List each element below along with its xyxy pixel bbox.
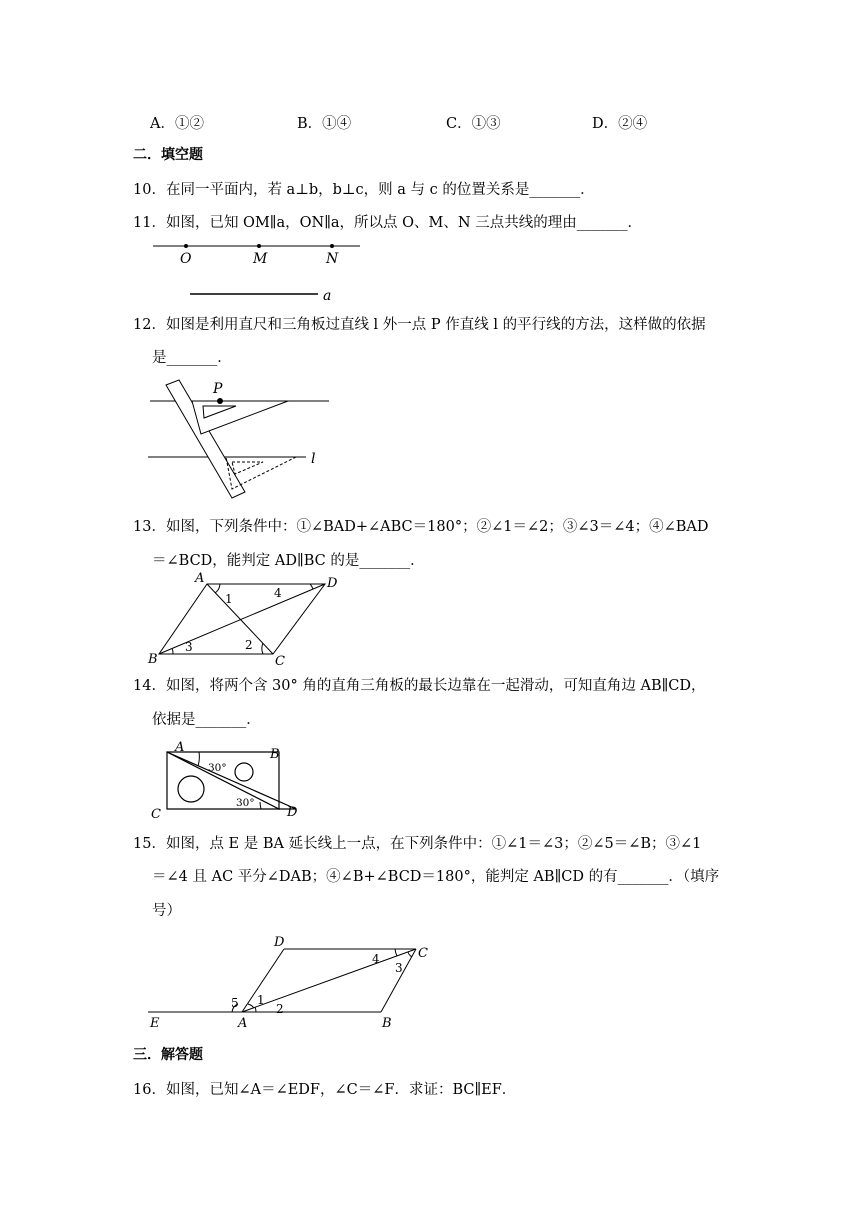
question-11: 11．如图，已知 OM∥a，ON∥a，所以点 O、M、N 三点共线的理由_______． — [133, 215, 642, 231]
angle-1-label: 1 — [225, 592, 233, 606]
angle-2-label: 2 — [276, 1002, 284, 1016]
question-13-line1: 13．如图，下列条件中：①∠BAD+∠ABC＝180°；②∠1＝∠2；③∠3＝∠4；④∠BAD — [133, 519, 709, 535]
option-c[interactable]: C．①③ — [446, 116, 501, 132]
option-b[interactable]: B．①④ — [297, 116, 352, 132]
angle-3-label: 3 — [185, 640, 193, 654]
label-d: D — [327, 576, 338, 591]
label-p: P — [213, 381, 223, 397]
figure-15 — [146, 932, 446, 1032]
figure-11 — [150, 238, 370, 308]
label-a: A — [175, 740, 185, 755]
angle-5-label: 5 — [231, 996, 239, 1010]
section-fill-blank-heading: 二．填空题 — [133, 147, 203, 163]
label-n: N — [326, 251, 339, 267]
angle-30-bottom: 30° — [236, 797, 255, 809]
option-a[interactable]: A．①② — [150, 116, 204, 132]
label-a: A — [238, 1016, 248, 1031]
section-answer-heading: 三．解答题 — [133, 1047, 203, 1063]
angle-4-label: 4 — [274, 586, 282, 600]
point-n — [330, 244, 334, 248]
label-l: l — [311, 451, 316, 467]
point-m — [257, 244, 261, 248]
question-15-line1: 15．如图，点 E 是 BA 延长线上一点，在下列条件中：①∠1＝∠3；②∠5＝∠B；③∠1 — [133, 836, 702, 852]
label-e: E — [150, 1016, 160, 1031]
point-o — [184, 244, 188, 248]
question-15-line2: ＝∠4 且 AC 平分∠DAB；④∠B+∠BCD＝180°，能判定 AB∥CD 的有_______．（填序 — [152, 869, 720, 885]
question-12-line2: 是_______． — [152, 350, 232, 366]
label-m: M — [253, 251, 268, 267]
angle-1-label: 1 — [257, 993, 265, 1007]
figure-12 — [148, 378, 338, 503]
angle-30-top: 30° — [208, 762, 227, 774]
diagonal-ac — [242, 949, 416, 1012]
label-c: C — [275, 654, 285, 669]
diagonal-bd — [159, 584, 325, 654]
option-d[interactable]: D．②④ — [592, 116, 648, 132]
question-14-line1: 14．如图，将两个含 30° 角的直角三角板的最长边靠在一起滑动，可知直角边 AB∥CD， — [133, 678, 706, 694]
point-p — [217, 398, 223, 404]
label-a: A — [195, 571, 205, 586]
angle-4-label: 4 — [372, 952, 380, 966]
label-d: D — [287, 805, 298, 820]
label-b: B — [148, 652, 158, 667]
label-b: B — [270, 747, 280, 762]
question-13-line2: ＝∠BCD，能判定 AD∥BC 的是_______． — [152, 553, 425, 569]
question-14-line2: 依据是_______． — [152, 712, 261, 728]
label-d: D — [274, 935, 285, 950]
label-c: C — [418, 946, 428, 961]
question-15-line3: 号） — [152, 903, 181, 919]
angle-2-label: 2 — [245, 638, 253, 652]
label-o: O — [180, 251, 192, 267]
ruler — [166, 380, 245, 498]
label-c: C — [151, 807, 161, 822]
figure-14 — [150, 740, 320, 820]
question-10: 10．在同一平面内，若 a⊥b，b⊥c，则 a 与 c 的位置关系是_______． — [133, 182, 595, 198]
label-b: B — [382, 1016, 392, 1031]
angle-3-label: 3 — [395, 961, 403, 975]
question-12-line1: 12．如图是利用直尺和三角板过直线 l 外一点 P 作直线 l 的平行线的方法，这样做的依据 — [133, 317, 706, 333]
question-16: 16．如图，已知∠A＝∠EDF，∠C＝∠F．求证：BC∥EF． — [133, 1082, 517, 1098]
label-a: a — [323, 288, 332, 304]
segment-cb — [381, 949, 416, 1012]
figure-13 — [145, 571, 345, 669]
